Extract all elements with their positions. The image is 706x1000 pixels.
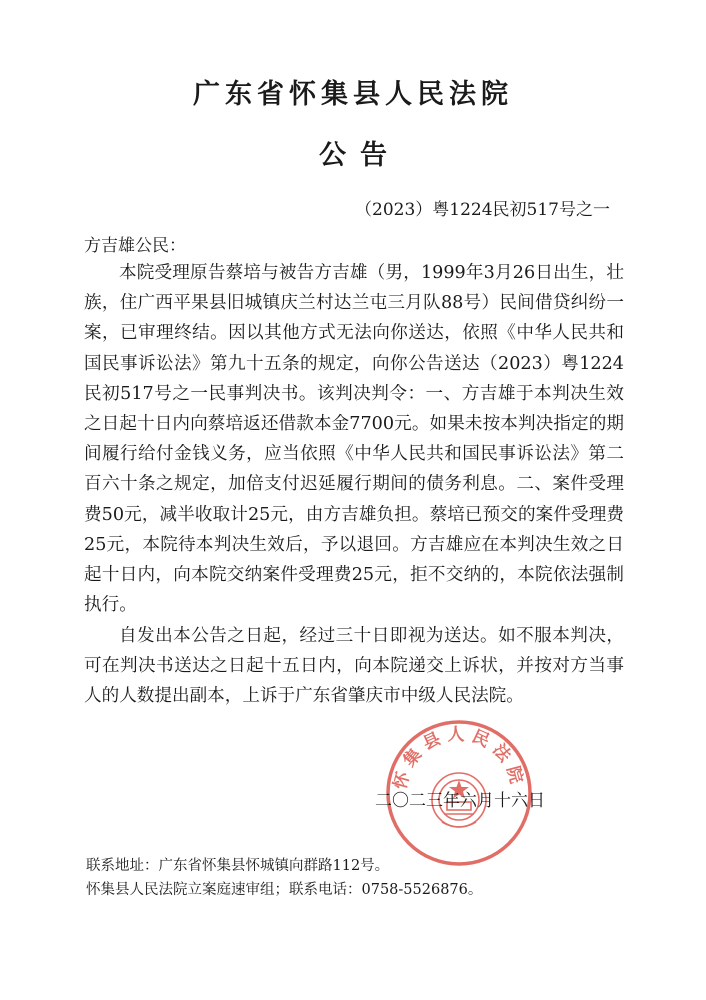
court-name-heading: 广东省怀集县人民法院 <box>193 79 513 110</box>
addressee: 方吉雄公民： <box>84 236 186 256</box>
document-title: 公告 <box>319 140 401 171</box>
contact-address: 联系地址：广东省怀集县怀城镇向群路112号。 <box>86 858 390 874</box>
seal-text: 怀集县人民法院 <box>390 725 528 792</box>
case-number: （2023）粤1224民初517号之一 <box>355 200 610 220</box>
notice-paragraph-service: 自发出本公告之日起，经过三十日即视为送达。如不服本判决，可在判决书送达之日起十五日内，向本院递交上诉状，并按对方当事人的人数提出副本，上诉于广东省肇庆市中级人民法院。 <box>84 626 624 707</box>
contact-phone: 怀集县人民法院立案庭速审组；联系电话：0758-5526876。 <box>86 882 483 898</box>
notice-paragraph-judgment: 本院受理原告蔡培与被告方吉雄（男，1999年3月26日出生，壮族，住广西平果县旧城镇庆兰村达兰屯三月队88号）民间借贷纠纷一案，已审理终结。因以其他方式无法向你送达，依照《中华人民共和国民事诉讼法》第九十五条的规定，向你公告送达（2023）粤1224民初517号之一民事判决书。该判决判令：一、方吉雄于本判决生效之日起十日内向蔡培返还借款本金7700元。如果未按本判决指定的期间履行给付金钱义务，应当依照《中华人民共和国民事诉讼法》第二百六十条之规定，加倍支付迟延履行期间的债务利息。二、案件受理费50元，减半收取计25元，由方吉雄负担。蔡培已预交的案件受理费25元，本院待本判决生效后，予以退回。方吉雄应在本判决生效之日起十日内，向本院交纳案件受理费25元，拒不交纳的，本院依法强制执行。 <box>84 263 624 616</box>
issue-date: 二〇二三年六月十六日 <box>375 791 545 811</box>
